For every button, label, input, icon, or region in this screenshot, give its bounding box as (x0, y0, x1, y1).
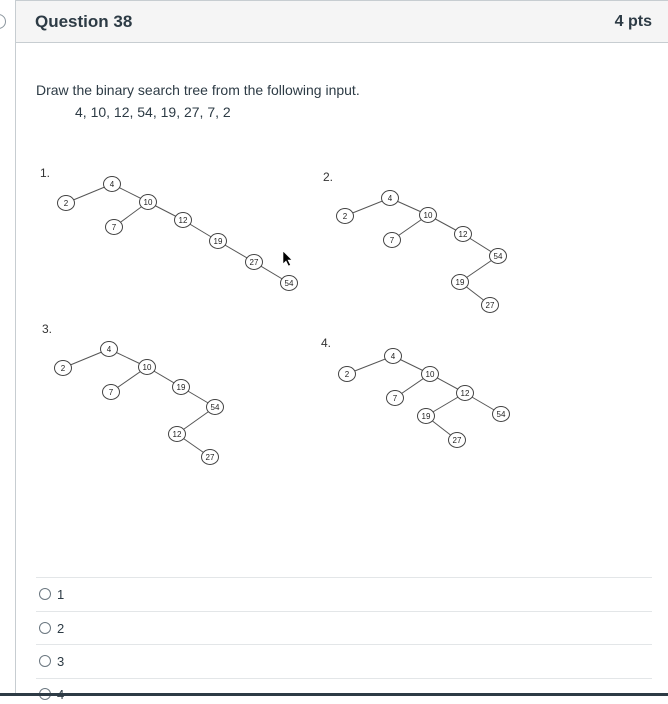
tree-node-label: 10 (425, 370, 435, 379)
question-title: Question 38 (35, 12, 133, 31)
tree-node-label: 2 (63, 199, 69, 208)
answer-option-3[interactable] (36, 651, 64, 671)
tree-node-label: 10 (423, 211, 433, 220)
question-input-sequence: 4, 10, 12, 54, 19, 27, 7, 2 (75, 104, 231, 120)
radio-button[interactable] (39, 588, 51, 600)
figure-label: 4. (321, 336, 332, 350)
tree-node-label: 4 (109, 180, 115, 189)
tree-node-label: 7 (389, 236, 395, 245)
tree-node-label: 12 (172, 430, 182, 439)
answer-option-1[interactable] (36, 584, 64, 604)
tree-node-label: 27 (452, 436, 462, 445)
answer-divider (36, 611, 652, 612)
tree-figure-4 (321, 336, 510, 448)
answer-option-2[interactable] (36, 618, 64, 638)
answer-divider (36, 678, 652, 679)
radio-button[interactable] (39, 622, 51, 634)
question-points: 4 pts (614, 13, 652, 30)
tree-node-label: 10 (142, 363, 152, 372)
tree-node-label: 54 (284, 279, 294, 288)
tree-node-label: 10 (143, 198, 153, 207)
figure-label: 3. (42, 322, 53, 336)
tree-node-label: 19 (455, 278, 465, 287)
figure-label: 1. (40, 166, 51, 180)
tree-figure-2 (323, 170, 507, 313)
tree-node-label: 7 (108, 388, 114, 397)
tree-figure-1 (40, 166, 298, 291)
figure-label: 2. (323, 170, 334, 184)
tree-figure-3 (42, 322, 224, 465)
tree-node-label: 54 (493, 252, 503, 261)
tree-node-label: 54 (210, 403, 220, 412)
tree-node-label: 2 (344, 370, 350, 379)
tree-node-label: 4 (390, 352, 396, 361)
tree-node-label: 19 (421, 412, 431, 421)
answer-divider (36, 577, 652, 578)
tree-node-label: 7 (392, 394, 398, 403)
question-prompt: Draw the binary search tree from the following input. (36, 82, 360, 98)
tree-node-label: 2 (60, 364, 66, 373)
tree-node-label: 19 (213, 237, 223, 246)
tree-node-label: 4 (106, 345, 112, 354)
tree-node-label: 12 (458, 230, 468, 239)
tree-node-label: 19 (176, 383, 186, 392)
answer-divider (36, 644, 652, 645)
tree-node-label: 12 (178, 216, 188, 225)
tree-node-label: 27 (249, 258, 259, 267)
tree-node-label: 4 (387, 194, 393, 203)
radio-button[interactable] (39, 655, 51, 667)
tree-node-label: 27 (485, 301, 495, 310)
tree-node-label: 27 (205, 453, 215, 462)
tree-node-label: 12 (460, 389, 470, 398)
tree-node-label: 2 (342, 212, 348, 221)
answer-label: 3 (57, 653, 65, 669)
mouse-pointer-icon (283, 251, 292, 266)
answer-label: 1 (57, 586, 65, 602)
tree-node-label: 54 (496, 410, 506, 419)
tree-node-label: 7 (111, 223, 117, 232)
answer-label: 2 (57, 620, 65, 636)
